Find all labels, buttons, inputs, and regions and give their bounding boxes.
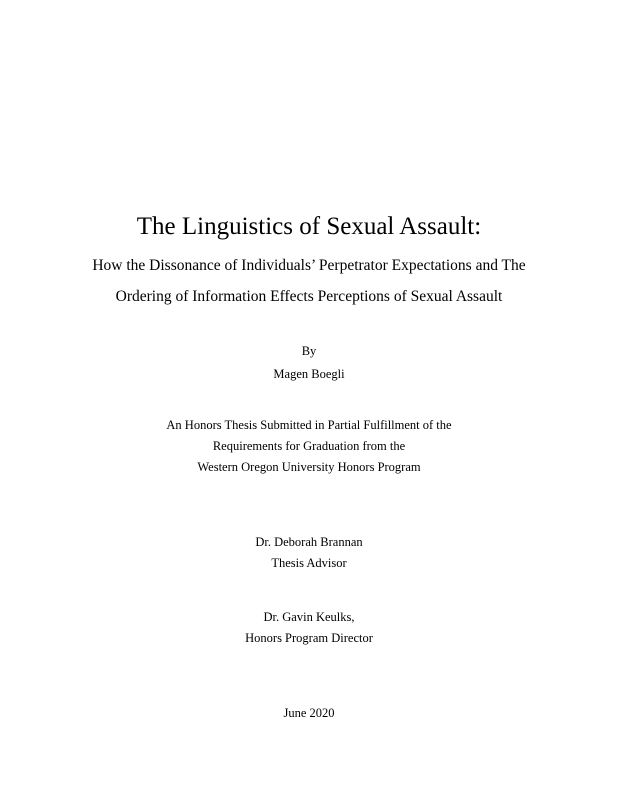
director-role: Honors Program Director [245, 631, 373, 645]
advisor-role: Thesis Advisor [271, 556, 347, 570]
director-name: Dr. Gavin Keulks, [263, 610, 355, 624]
author-name: Magen Boegli [273, 367, 345, 381]
submission-line-2: Requirements for Graduation from the [212, 439, 406, 453]
thesis-title: The Linguistics of Sexual Assault: [136, 213, 482, 240]
thesis-date: June 2020 [283, 706, 335, 720]
advisor-name: Dr. Deborah Brannan [255, 535, 363, 549]
submission-line-1: An Honors Thesis Submitted in Partial Fulfillment of the [166, 418, 452, 432]
thesis-subtitle-line-2: Ordering of Information Effects Perceptions of Sexual Assault [115, 288, 503, 305]
thesis-subtitle-line-1: How the Dissonance of Individuals’ Perpetrator Expectations and The [92, 257, 526, 274]
submission-line-3: Western Oregon University Honors Program [197, 460, 421, 474]
byline-by: By [301, 344, 317, 358]
